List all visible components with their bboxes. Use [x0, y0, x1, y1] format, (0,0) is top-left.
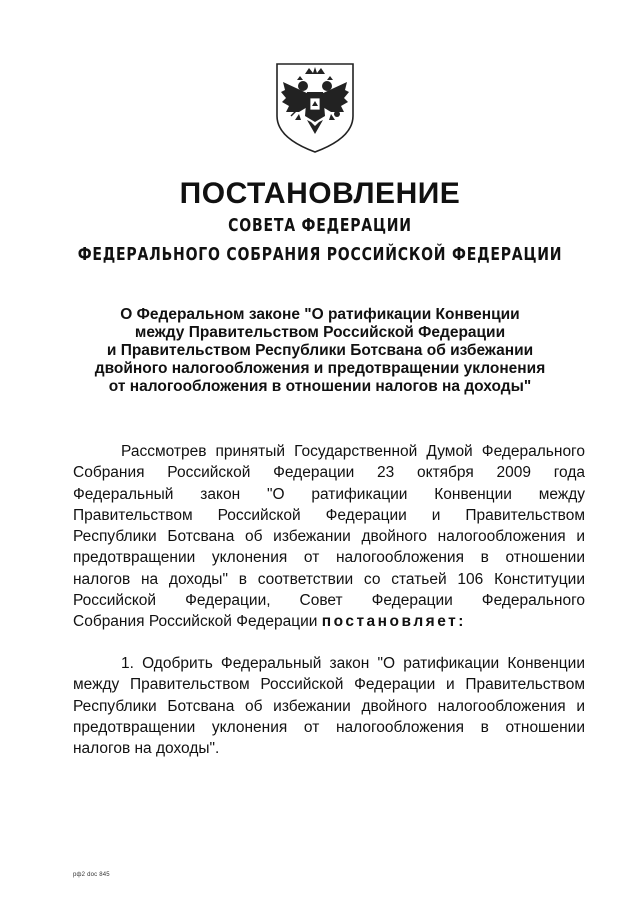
paragraph-line: предотвращении уклонения от налогообложения в отношении [73, 549, 585, 567]
paragraph-line: Собрания Российской Федерации 23 октября 2009 года [73, 464, 585, 482]
document-code: рф2 doc 845 [73, 872, 110, 878]
heading-line: двойного налогообложения и предотвращении уклонения [94, 360, 546, 377]
resolution-keyword: постановляет: [321, 613, 466, 631]
paragraph-line: налогов на доходы". [73, 740, 220, 758]
paragraph-line-text: Собрания Российской Федерации [73, 613, 318, 631]
paragraph-line: Федеральный закон "О ратификации Конвенции между [73, 485, 585, 503]
paragraph-line: Российской Федерации, Совет Федерации Федерального [73, 592, 585, 610]
heading-line: от налогообложения в отношении налогов на доходы" [108, 378, 532, 395]
heading-line: между Правительством Российской Федерации [134, 324, 506, 341]
coat-of-arms-emblem [269, 60, 361, 156]
paragraph-line: Республики Ботсвана об избежании двойного налогообложения и [73, 528, 585, 546]
paragraph-line: предотвращении уклонения от налогообложения в отношении [73, 718, 585, 736]
resolution-heading [70, 306, 570, 396]
issuer-line-2: ФЕДЕРАЛЬНОГО СОБРАНИЯ РОССИЙСКОЙ ФЕДЕРАЦИИ [77, 244, 563, 265]
preamble-paragraph [73, 441, 585, 633]
issuer-line-1: СОВЕТА ФЕДЕРАЦИИ [228, 215, 412, 236]
heading-line: О Федеральном законе "О ратификации Конвенции [120, 306, 520, 323]
document-type-title: ПОСТАНОВЛЕНИЕ [179, 177, 461, 210]
paragraph-line: Правительством Российской Федерации и Правительством [73, 506, 585, 524]
russian-coat-of-arms-icon [269, 60, 361, 156]
paragraph-line: 1. Одобрить Федеральный закон "О ратификации Конвенции [121, 655, 585, 672]
heading-line: и Правительством Республики Ботсвана об избежании [106, 342, 534, 359]
paragraph-line: между Правительством Российской Федерации и Правительством [73, 676, 585, 694]
decision-paragraph [73, 653, 585, 759]
paragraph-line: Рассмотрев принятый Государственной Думой Федерального [121, 443, 585, 460]
paragraph-line: налогов на доходы" в соответствии со статьей 106 Конституции [73, 570, 585, 588]
paragraph-line-last [73, 611, 585, 632]
paragraph-line: Республики Ботсвана об избежании двойного налогообложения и [73, 697, 585, 715]
